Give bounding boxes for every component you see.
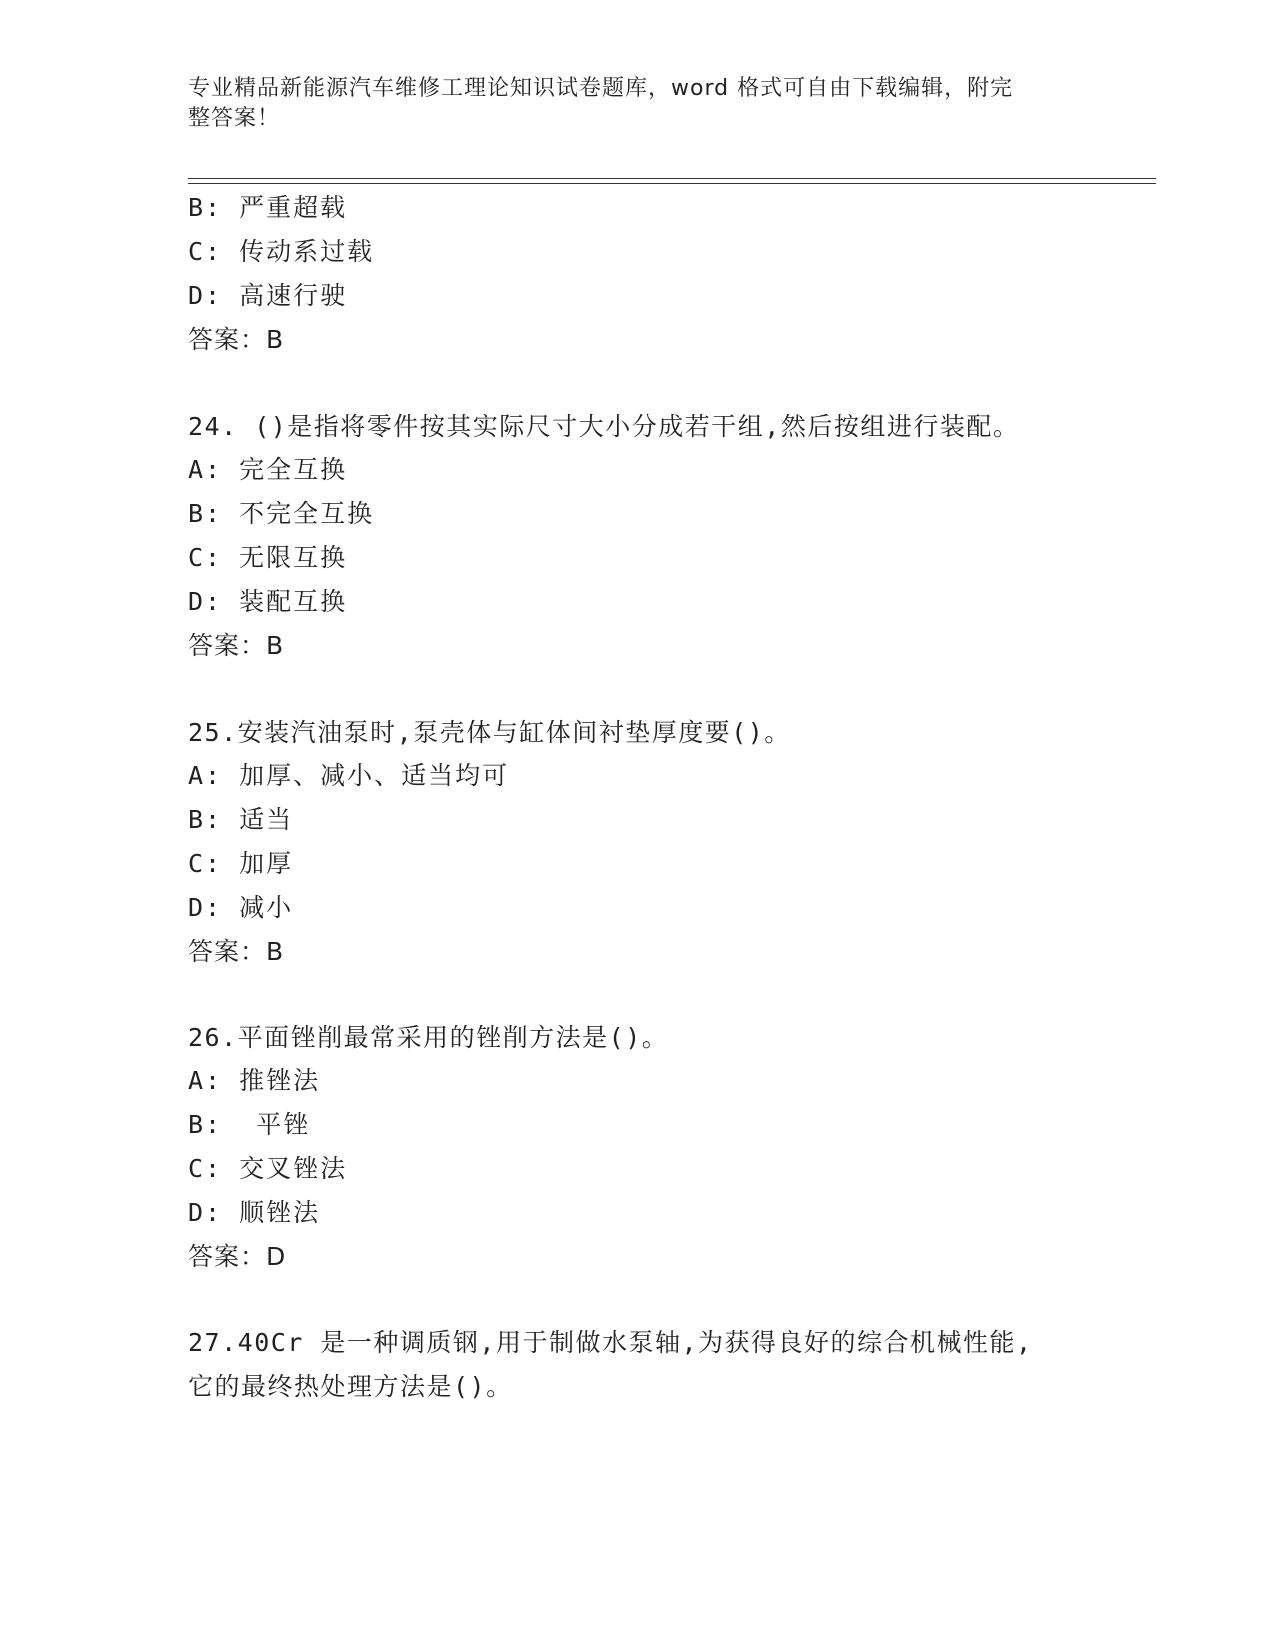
header-line-1: 专业精品新能源汽车维修工理论知识试卷题库，word 格式可自由下载编辑，附完 (188, 76, 1014, 101)
q26-option-b: B: 平锉 (188, 1110, 311, 1139)
q26-option-c: C: 交叉锉法 (188, 1154, 348, 1183)
q26-answer: 答案：D (188, 1242, 287, 1271)
header-line-2: 整答案！ (188, 106, 281, 131)
q26-option-d: D: 顺锉法 (188, 1198, 321, 1227)
q25-option-c: C: 加厚 (188, 849, 294, 878)
q23-option-d: D: 高速行驶 (188, 281, 348, 310)
q26-option-a: A: 推锉法 (188, 1066, 321, 1095)
q26-stem: 26.平面锉削最常采用的锉削方法是()。 (188, 1023, 669, 1052)
q23-option-c: C: 传动系过载 (188, 237, 375, 266)
q24-option-a: A: 完全互换 (188, 455, 348, 484)
q24-stem: 24. ()是指将零件按其实际尺寸大小分成若干组,然后按组进行装配。 (188, 412, 1020, 441)
q25-option-a: A: 加厚、减小、适当均可 (188, 761, 510, 790)
q24-option-c: C: 无限互换 (188, 543, 348, 572)
q25-stem: 25.安装汽油泵时,泵壳体与缸体间衬垫厚度要()。 (188, 718, 791, 747)
q27-stem-line-2: 它的最终热处理方法是()。 (188, 1372, 513, 1401)
document-header (188, 74, 1068, 134)
q25-option-b: B: 适当 (188, 805, 294, 834)
q24-option-b: B: 不完全互换 (188, 499, 375, 528)
q23-answer: 答案：B (188, 325, 285, 354)
header-divider-bottom (188, 183, 1156, 184)
q25-option-d: D: 减小 (188, 893, 294, 922)
q25-answer: 答案：B (188, 937, 285, 966)
q23-option-b: B: 严重超载 (188, 193, 348, 222)
q24-option-d: D: 装配互换 (188, 587, 348, 616)
header-divider-top (188, 178, 1156, 179)
q27-stem-line-1: 27.40Cr 是一种调质钢,用于制做水泵轴,为获得良好的综合机械性能, (188, 1328, 1033, 1357)
q24-answer: 答案：B (188, 631, 285, 660)
